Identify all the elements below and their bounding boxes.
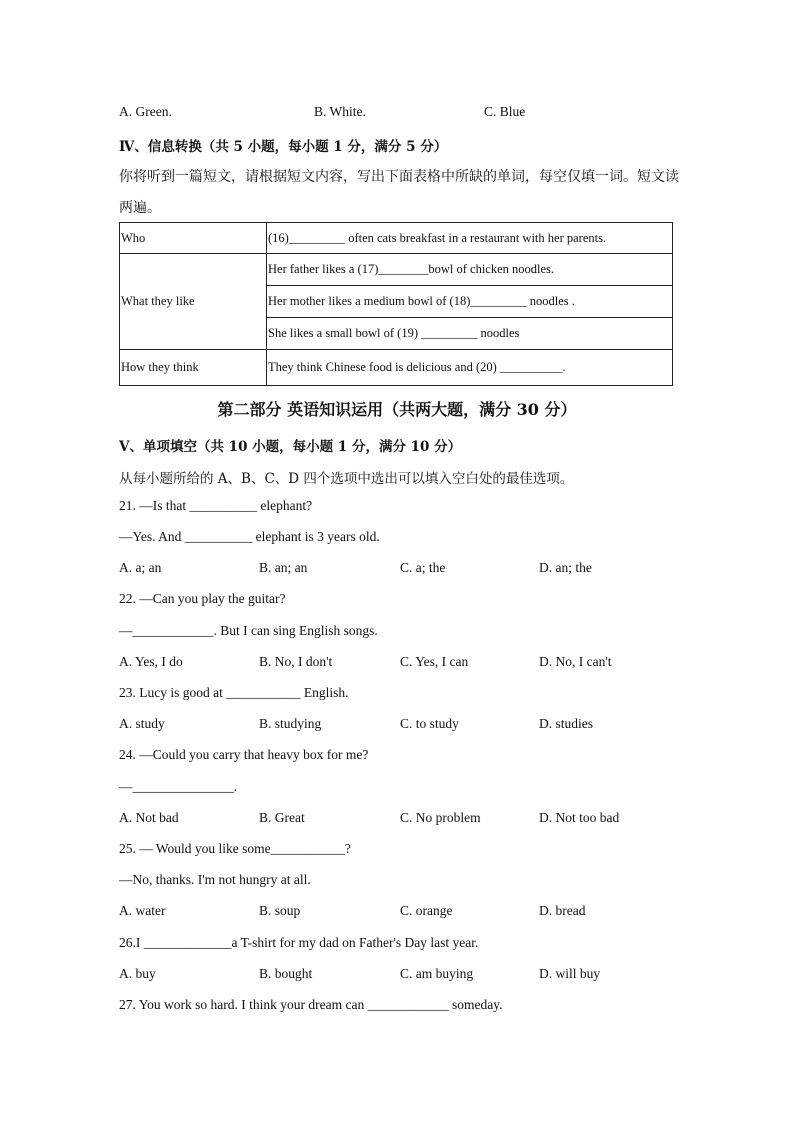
table-row-label: What they like (120, 254, 267, 350)
q15-option-c: C. Blue (484, 104, 526, 119)
q22-stem: 22. —Can you play the guitar? (119, 591, 286, 606)
q26-option-d: D. will buy (539, 966, 601, 981)
q23-stem: 23. Lucy is good at ___________ English. (119, 685, 349, 700)
q23-option-a: A. study (119, 716, 165, 731)
table-cell: She likes a small bowl of (19) _________ noodles (267, 318, 673, 350)
q22-option-a: A. Yes, I do (119, 654, 183, 669)
q23-option-c: C. to study (400, 716, 459, 731)
q26-option-c: C. am buying (400, 966, 474, 981)
q26-option-a: A. buy (119, 966, 156, 981)
info-transfer-table (119, 222, 673, 386)
q25-option-d: D. bread (539, 903, 586, 918)
part5-instruction: 从每小题所给的 A、B、C、D 四个选项中选出可以填入空白处的最佳选项。 (119, 471, 574, 487)
q21-response: —Yes. And __________ elephant is 3 years old. (119, 529, 380, 544)
part4-instruction-line2: 两遍。 (119, 200, 161, 216)
q27-stem: 27. You work so hard. I think your dream can ____________ someday. (119, 997, 503, 1012)
q25-stem: 25. — Would you like some___________? (119, 841, 351, 856)
table-row (120, 223, 673, 254)
table-cell: Her mother likes a medium bowl of (18)_________ noodles . (267, 286, 673, 318)
q24-option-d: D. Not too bad (539, 810, 620, 825)
q22-option-b: B. No, I don't (259, 654, 333, 669)
q24-stem: 24. —Could you carry that heavy box for me? (119, 747, 369, 762)
table-cell: (16)_________ often cats breakfast in a restaurant with her parents. (267, 223, 673, 254)
q24-option-c: C. No problem (400, 810, 481, 825)
q22-option-c: C. Yes, I can (400, 654, 469, 669)
q21-option-b: B. an; an (259, 560, 308, 575)
table-row-label: How they think (120, 350, 267, 386)
q24-option-b: B. Great (259, 810, 305, 825)
q23-option-d: D. studies (539, 716, 593, 731)
q15-option-a: A. Green. (119, 104, 172, 119)
part4-heading: Ⅳ、信息转换（共 5 小题，每小题 1 分，满分 5 分） (119, 139, 448, 155)
q22-response: —____________. But I can sing English songs. (119, 623, 378, 638)
q15-option-b: B. White. (314, 104, 366, 119)
q21-stem: 21. —Is that __________ elephant? (119, 498, 313, 513)
part5-heading: Ⅴ、单项填空（共 10 小题，每小题 1 分，满分 10 分） (119, 439, 462, 455)
q23-option-b: B. studying (259, 716, 322, 731)
table-row (120, 350, 673, 386)
q25-option-b: B. soup (259, 903, 301, 918)
table-row-label: Who (120, 223, 267, 254)
q25-option-a: A. water (119, 903, 166, 918)
q21-option-d: D. an; the (539, 560, 592, 575)
q25-option-c: C. orange (400, 903, 453, 918)
q25-response: —No, thanks. I'm not hungry at all. (119, 872, 311, 887)
table-cell: Her father likes a (17)________bowl of chicken noodles. (267, 254, 673, 286)
q26-option-b: B. bought (259, 966, 313, 981)
part4-instruction-line1: 你将听到一篇短文，请根据短文内容，写出下面表格中所缺的单词，每空仅填一词。短文读 (119, 169, 679, 185)
q24-response: —_______________. (119, 779, 238, 794)
table-cell: They think Chinese food is delicious and (20) __________. (267, 350, 673, 386)
part2-title: 第二部分 英语知识运用（共两大题，满分 30 分） (217, 400, 577, 419)
q26-stem: 26.I _____________a T-shirt for my dad on Father's Day last year. (119, 935, 479, 950)
q22-option-d: D. No, I can't (539, 654, 612, 669)
q21-option-a: A. a; an (119, 560, 162, 575)
q24-option-a: A. Not bad (119, 810, 179, 825)
q21-option-c: C. a; the (400, 560, 446, 575)
table-row (120, 254, 673, 286)
